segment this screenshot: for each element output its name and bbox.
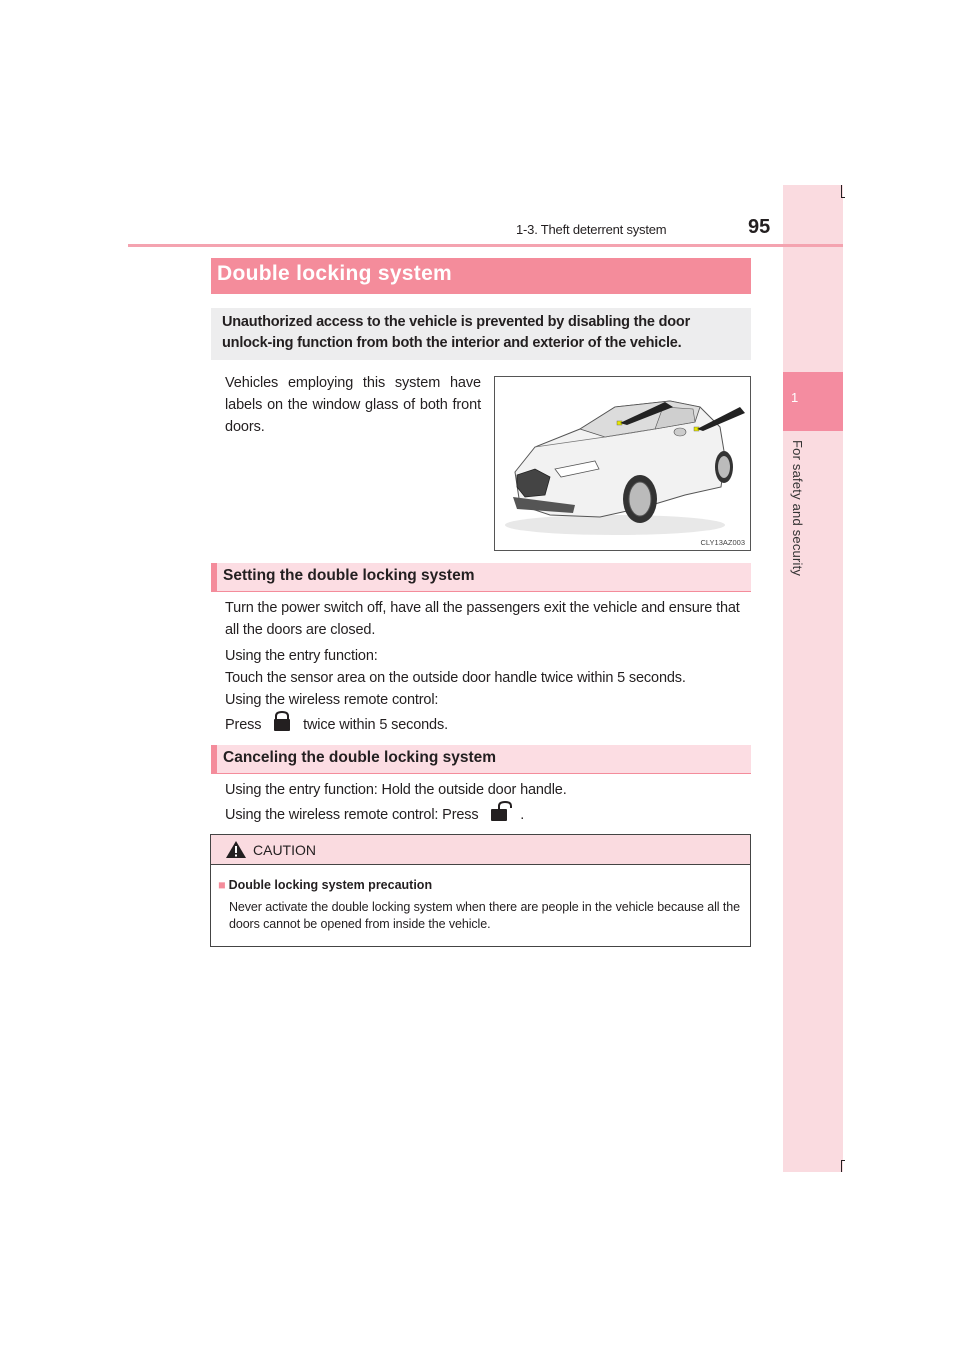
caution-box — [210, 834, 751, 947]
setting-paragraph-1: Turn the power switch off, have all the passengers exit the vehicle and ensure that all the doors are closed. — [225, 600, 740, 638]
canceling-remote-suffix: . — [520, 807, 525, 823]
crop-mark-top — [841, 185, 842, 197]
crop-mark-bottom-h — [841, 1160, 845, 1161]
caution-item-text: Never activate the double locking system when there are people in the vehicle because all the doors cannot be opened from inside the vehicle. — [229, 900, 740, 931]
main-title: Double locking system — [217, 262, 453, 285]
setting-entry-label: Using the entry function: — [225, 648, 378, 664]
setting-press-line — [225, 711, 747, 736]
header-rule — [128, 244, 843, 247]
caution-heading: CAUTION — [253, 842, 316, 858]
crop-mark-top-h — [841, 197, 845, 198]
setting-remote-label: Using the wireless remote control: — [225, 692, 439, 708]
setting-press-suffix: twice within 5 seconds. — [303, 717, 448, 733]
chapter-side-tab — [783, 185, 843, 1172]
warning-triangle-icon — [225, 840, 247, 859]
canceling-entry-text: Using the entry function: Hold the outside door handle. — [225, 782, 567, 798]
car-figure — [494, 376, 751, 551]
car-illustration — [495, 377, 750, 550]
caution-item-title — [218, 878, 432, 892]
main-title-banner — [211, 258, 751, 294]
chapter-number-tab[interactable] — [783, 372, 843, 431]
setting-section-banner — [211, 563, 751, 591]
setting-entry-text: Touch the sensor area on the outside door handle twice within 5 seconds. — [225, 670, 686, 686]
lock-icon — [265, 711, 299, 731]
crop-mark-bottom — [841, 1160, 842, 1172]
page-number: 95 — [748, 216, 771, 238]
section-title: 1-3. Theft deterrent system — [516, 222, 667, 237]
caution-header — [211, 835, 750, 865]
chapter-label: For safety and security — [790, 440, 805, 577]
setting-press-word: Press — [225, 717, 262, 733]
label-description: Vehicles employing this system have labels on the window glass of both front doors. — [225, 375, 481, 435]
intro-box: Unauthorized access to the vehicle is prevented by disabling the door unlock-ing function from both the interior and exterior of the vehicle. — [211, 308, 751, 360]
unlock-icon — [482, 801, 516, 821]
chapter-number: 1 — [791, 390, 799, 405]
canceling-section-title: Canceling the double locking system — [223, 749, 497, 766]
canceling-remote-line — [225, 801, 747, 826]
caution-item-title-text: Double locking system precaution — [228, 878, 433, 892]
canceling-remote-text: Using the wireless remote control: Press — [225, 807, 479, 823]
figure-code: CLY13AZ003 — [700, 538, 745, 547]
setting-section-title: Setting the double locking system — [223, 567, 475, 584]
square-bullet-icon: ■ — [218, 878, 226, 892]
canceling-section-banner — [211, 745, 751, 773]
